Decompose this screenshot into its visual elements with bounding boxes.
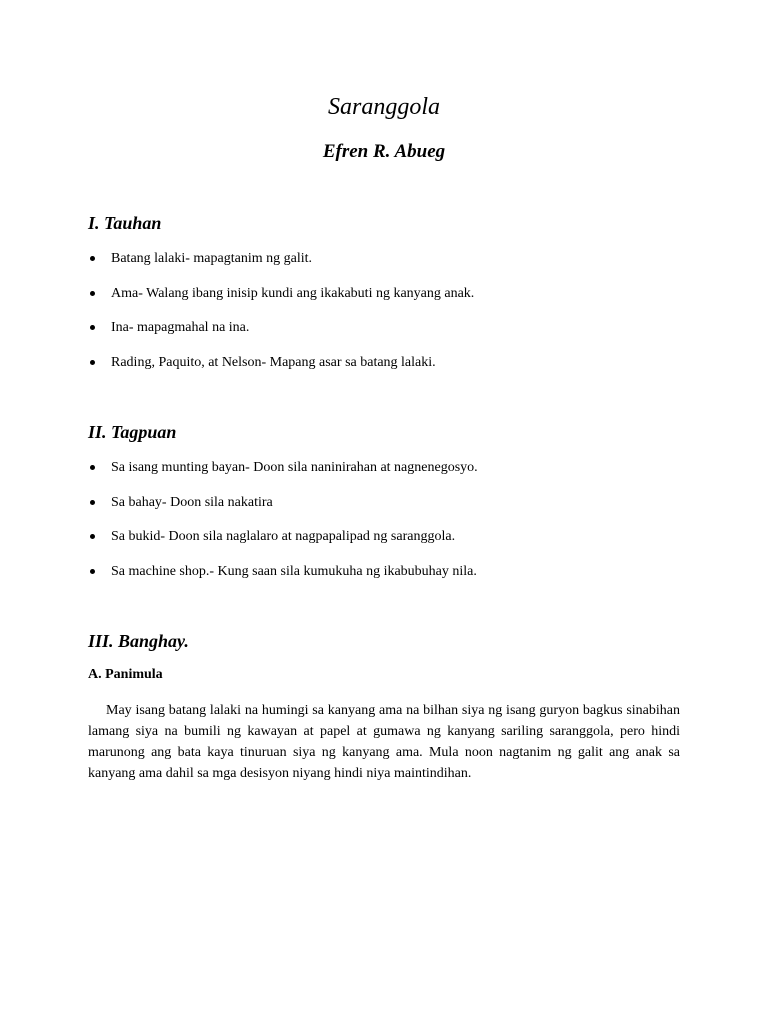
tauhan-list [88,249,688,387]
bullet-icon [90,500,95,505]
section-heading-banghay: III. Banghay. [88,631,189,651]
list-item [88,562,688,582]
bullet-icon [90,569,95,574]
section-heading-tauhan: I. Tauhan [88,213,162,233]
list-item-text: Ama- Walang ibang inisip kundi ang ikakabuti ng kanyang anak. [111,285,475,301]
panimula-paragraph: May isang batang lalaki na humingi sa kanyang ama na bilhan siya ng isang guryon bagkus sinabihan lamang siya na bumili ng kawayan at papel at gumawa ng kanyang sariling saranggola, pero hindi marunong ang bata kaya tinuruan siya ng kanyang ama. Mula noon nagtanim ng galit ang anak sa kanyang ama dahil sa mga desisyon niyang hindi niya maintindihan. [88,703,680,781]
list-item [88,284,688,304]
bullet-icon [90,465,95,470]
document-title: Saranggola [327,94,440,120]
list-item-text: Sa machine shop.- Kung saan sila kumukuha ng ikabubuhay nila. [111,563,477,579]
bullet-icon [90,534,95,539]
bullet-icon [90,256,95,261]
list-item-text: Batang lalaki- mapagtanim ng galit. [111,251,312,266]
list-item-text: Sa bahay- Doon sila nakatira [111,494,273,510]
list-item [88,249,688,269]
document-author: Efren R. Abueg [322,141,446,162]
list-item-text: Ina- mapagmahal na ina. [111,320,250,335]
bullet-icon [90,360,95,365]
list-item [88,318,688,338]
section-heading-tagpuan: II. Tagpuan [88,422,177,442]
list-item [88,493,688,513]
subheading-panimula: A. Panimula [88,667,163,682]
list-item-text: Rading, Paquito, at Nelson- Mapang asar sa batang lalaki. [111,354,436,370]
list-item [88,458,688,478]
list-item-text: Sa isang munting bayan- Doon sila naninirahan at nagnenegosyo. [111,460,478,475]
list-item-text: Sa bukid- Doon sila naglalaro at nagpapalipad ng saranggola. [111,529,456,544]
list-item [88,353,688,373]
bullet-icon [90,291,95,296]
list-item [88,527,688,547]
tagpuan-list [88,458,688,596]
bullet-icon [90,325,95,330]
